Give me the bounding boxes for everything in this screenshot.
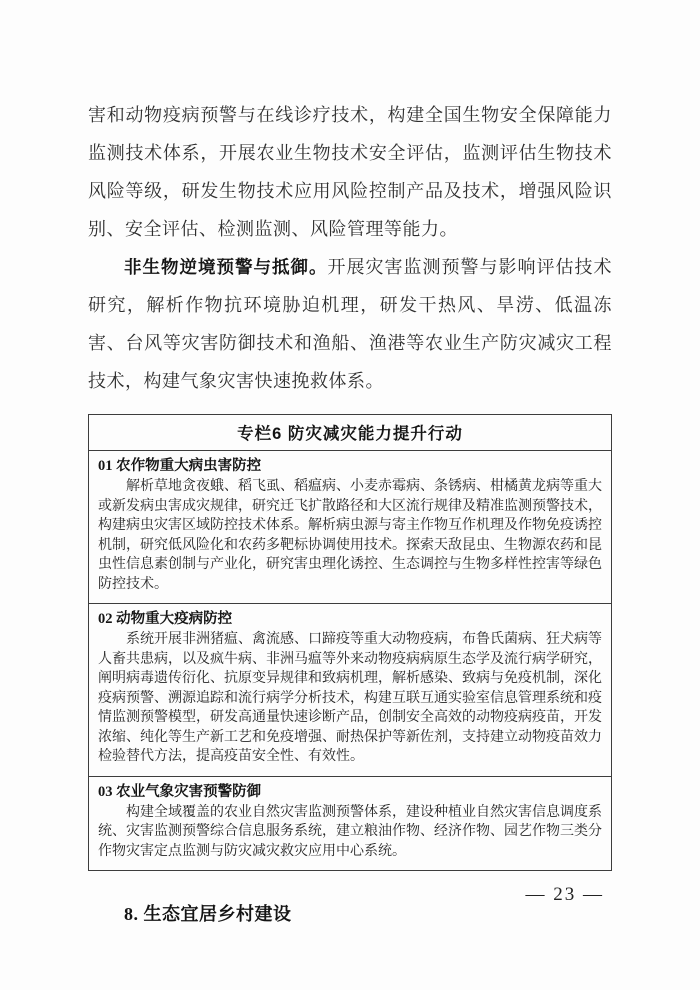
column-box-title: 专栏6 防灾减灾能力提升行动 xyxy=(89,415,611,451)
page-number: — 23 — xyxy=(525,884,604,905)
paragraph-lead-bold: 非生物逆境预警与抵御。 xyxy=(124,257,328,277)
paragraph-lead-rest: 开展灾害监测预警与影响评估技术研究，解析作物抗环境胁迫机理，研发干热风、旱涝、低温冻害、台风等灾害防御技术和渔船、渔港等农业生产防灾减灾工程技术，构建气象灾害快速挽救体系。 xyxy=(88,257,612,391)
box-section-03 xyxy=(89,777,611,871)
box-section-heading: 02 动物重大疫病防控 xyxy=(98,611,233,627)
column-6-box xyxy=(88,414,612,871)
box-section-heading: 01 农作物重大病虫害防控 xyxy=(98,458,262,474)
section-heading-8: 8. 生态宜居乡村建设 xyxy=(124,904,292,924)
box-section-02 xyxy=(89,604,611,777)
box-section-01 xyxy=(89,451,611,604)
paragraph-continued: 害和动物疫病预警与在线诊疗技术，构建全国生物安全保障能力监测技术体系，开展农业生物技术安全评估，监测评估生物技术风险等级，研发生物技术应用风险控制产品及技术，增强风险识别、安全评估、检测监测、风险管理等能力。 xyxy=(88,105,612,239)
page-content xyxy=(88,0,612,926)
paragraph-nonbiotic xyxy=(88,248,612,400)
box-section-body: 系统开展非洲猪瘟、禽流感、口蹄疫等重大动物疫病，布鲁氏菌病、狂犬病等人畜共患病，以及疯牛病、非洲马瘟等外来动物疫病病原生态学及流行病学研究，阐明病毒遗传衍化、抗原变异规律和致病机理，解析感染、致病与免疫机制，深化疫病预警、溯源追踪和流行病学分析技术，构建互联互通实验室信息管理系统和疫情监测预警模型，研发高通量快速诊断产品，创制安全高效的动物疫病疫苗，开发浓缩、纯化等生产新工艺和免疫增强、耐热保护等新佐剂，支持建立动物疫苗效力检验替代方法，提高疫苗安全性、有效性。 xyxy=(98,632,602,764)
box-section-heading: 03 农业气象灾害预警防御 xyxy=(98,783,262,800)
box-section-body: 构建全域覆盖的农业自然灾害监测预警体系，建设种植业自然灾害信息调度系统、灾害监测预警综合信息服务系统，建立粮油作物、经济作物、园艺作物三类分作物灾害定点监测与防灾减灾救灾应用中心系统。 xyxy=(98,804,602,859)
box-section-body: 解析草地贪夜蛾、稻飞虱、稻瘟病、小麦赤霉病、条锈病、柑橘黄龙病等重大或新发病虫害成灾规律，研究迁飞扩散路径和大区流行规律及精准监测预警技术，构建病虫灾害区域防控技术体系。解析病虫源与寄主作物互作机理及作物免疫诱控机制，研究低风险化和农药多靶标协调使用技术。探索天敌昆虫、生物源农药和昆虫性信息素创制与产业化，研究害虫理化诱控、生态调控与生物多样性控害等绿色防控技术。 xyxy=(98,479,602,592)
